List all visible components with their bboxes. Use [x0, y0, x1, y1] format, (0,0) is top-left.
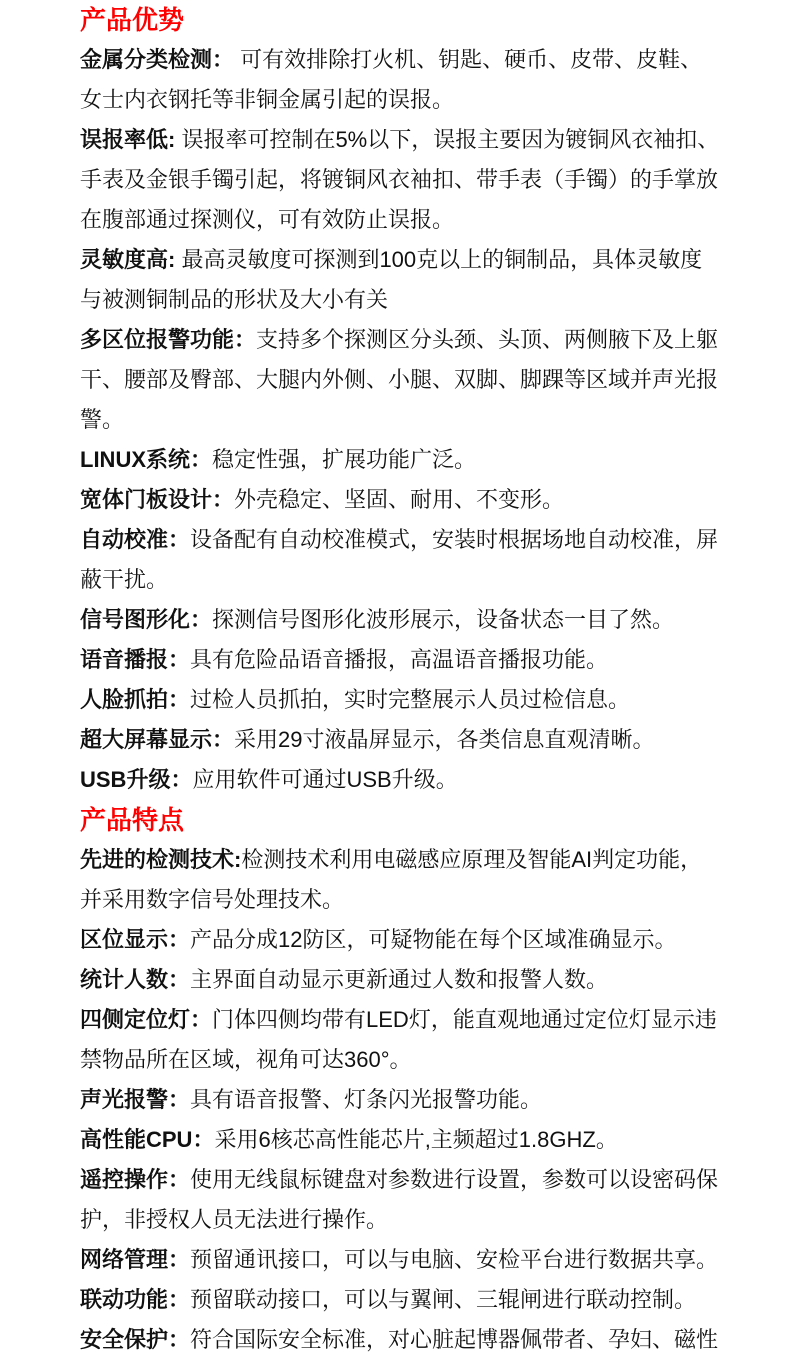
feature-text: 符合国际安全标准，对心脏起博器佩带者、孕妇、磁性 — [190, 1327, 719, 1352]
feature-item — [80, 680, 720, 720]
feature-text: 预留通讯接口，可以与电脑、安检平台进行数据共享。 — [190, 1247, 719, 1272]
feature-text: 采用29寸液晶屏显示，各类信息直观清晰。 — [234, 727, 655, 752]
section-1 — [80, 800, 720, 1360]
feature-text: 误报率可控制在5%以下，误报主要因为镀铜风衣袖扣、手表及金银手镯引起，将镀铜风衣袖扣、带手表（手镯）的手掌放在腹部通过探测仪，可有效防止误报。 — [80, 127, 720, 232]
feature-label: 宽体门板设计： — [80, 487, 235, 512]
feature-text: 具有语音报警、灯条闪光报警功能。 — [190, 1087, 543, 1112]
feature-item — [80, 320, 720, 440]
feature-text: 支持多个探测区分头颈、头顶、两侧腋下及上躯干、腰部及臀部、大腿内外侧、小腿、双脚、脚踝等区域并声光报警。 — [80, 327, 719, 432]
feature-item — [80, 40, 720, 120]
feature-item — [80, 440, 720, 480]
feature-text: 应用软件可通过USB升级。 — [192, 767, 458, 792]
feature-text: 具有危险品语音播报，高温语音播报功能。 — [190, 647, 609, 672]
feature-label: 自动校准： — [80, 527, 191, 552]
feature-text: 产品分成12防区，可疑物能在每个区域准确显示。 — [190, 927, 677, 952]
feature-label: 高性能CPU： — [80, 1127, 215, 1152]
feature-label: 遥控操作： — [80, 1167, 191, 1192]
feature-label: 统计人数： — [80, 967, 191, 992]
feature-text: 外壳稳定、坚固、耐用、不变形。 — [234, 487, 565, 512]
feature-label: 多区位报警功能： — [80, 327, 257, 352]
feature-label: 安全保护： — [80, 1327, 191, 1352]
feature-label: LINUX系统： — [80, 447, 213, 472]
feature-text: 稳定性强，扩展功能广泛。 — [212, 447, 477, 472]
feature-label: 金属分类检测： — [80, 47, 235, 72]
feature-label: 语音播报： — [80, 647, 191, 672]
feature-label: 声光报警： — [80, 1087, 191, 1112]
feature-item — [80, 520, 720, 600]
feature-text: 可有效排除打火机、钥匙、硬币、皮带、皮鞋、女士内衣钢托等非铜金属引起的误报。 — [80, 47, 703, 112]
feature-label: 误报率低: — [80, 127, 176, 152]
feature-item — [80, 1160, 720, 1240]
feature-text: 使用无线鼠标键盘对参数进行设置，参数可以设密码保护，非授权人员无法进行操作。 — [80, 1167, 719, 1232]
feature-text: 预留联动接口，可以与翼闸、三辊闸进行联动控制。 — [190, 1287, 697, 1312]
feature-label: 区位显示： — [80, 927, 191, 952]
feature-item — [80, 1000, 720, 1080]
feature-label: 四侧定位灯： — [80, 1007, 213, 1032]
feature-text: 最高灵敏度可探测到100克以上的铜制品，具体灵敏度与被测铜制品的形状及大小有关 — [80, 247, 703, 312]
feature-text: 探测信号图形化波形展示，设备状态一目了然。 — [212, 607, 675, 632]
feature-item — [80, 720, 720, 760]
section-heading: 产品特点 — [80, 805, 185, 835]
feature-item — [80, 240, 720, 320]
feature-item — [80, 920, 720, 960]
feature-label: 灵敏度高: — [80, 247, 176, 272]
feature-text: 采用6核芯高性能芯片,主频超过1.8GHZ。 — [214, 1127, 618, 1152]
feature-item — [80, 960, 720, 1000]
section-0 — [80, 0, 720, 800]
feature-item — [80, 1240, 720, 1280]
feature-label: 信号图形化： — [80, 607, 213, 632]
feature-text: 门体四侧均带有LED灯，能直观地通过定位灯显示违禁物品所在区域，视角可达360°。 — [80, 1007, 717, 1072]
feature-text: 主界面自动显示更新通过人数和报警人数。 — [190, 967, 609, 992]
feature-item — [80, 640, 720, 680]
feature-label: 先进的检测技术: — [80, 847, 242, 872]
feature-item — [80, 1280, 720, 1320]
feature-label: USB升级： — [80, 767, 193, 792]
section-heading: 产品优势 — [80, 5, 185, 35]
feature-text: 过检人员抓拍，实时完整展示人员过检信息。 — [190, 687, 631, 712]
feature-item — [80, 1080, 720, 1120]
feature-item — [80, 760, 720, 800]
feature-item — [80, 1120, 720, 1160]
feature-label: 超大屏幕显示： — [80, 727, 235, 752]
feature-item — [80, 480, 720, 520]
feature-text: 设备配有自动校准模式，安装时根据场地自动校准，屏蔽干扰。 — [80, 527, 719, 592]
feature-label: 联动功能： — [80, 1287, 191, 1312]
feature-item — [80, 600, 720, 640]
feature-item — [80, 1320, 720, 1360]
feature-text: 检测技术利用电磁感应原理及智能AI判定功能，并采用数字信号处理技术。 — [80, 847, 703, 912]
feature-item — [80, 120, 720, 240]
feature-label: 网络管理： — [80, 1247, 191, 1272]
feature-item — [80, 840, 720, 920]
feature-label: 人脸抓拍： — [80, 687, 191, 712]
